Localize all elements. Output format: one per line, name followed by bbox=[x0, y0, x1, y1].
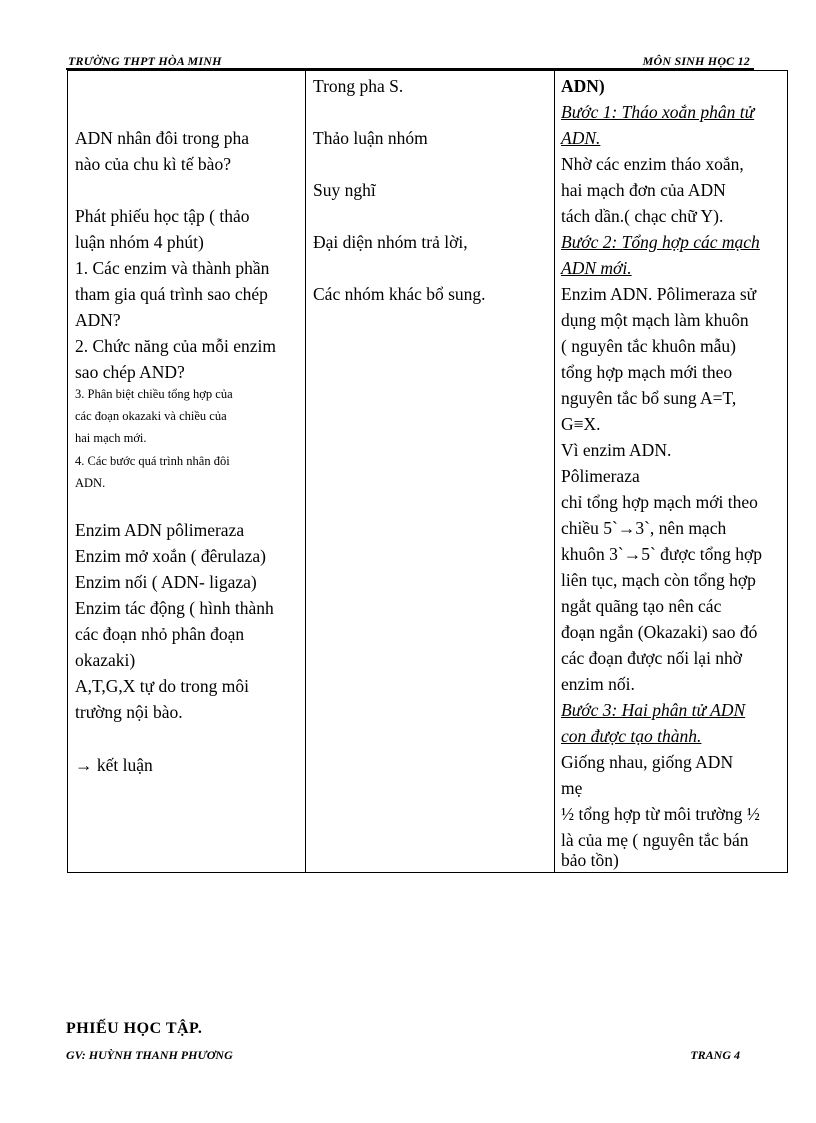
text-line-small: hai mạch mới. bbox=[75, 431, 147, 445]
text-line: ( nguyên tắc khuôn mẫu) bbox=[561, 336, 736, 356]
text-line: Suy nghĩ bbox=[313, 180, 376, 200]
text-line-small: 3. Phân biệt chiều tổng hợp của bbox=[75, 387, 233, 401]
text-line: Enzim ADN. Pôlimeraza sử bbox=[561, 284, 757, 304]
text-line: nào của chu kì tế bào? bbox=[75, 154, 231, 174]
text-line: 2. Chức năng của mỗi enzim bbox=[75, 336, 276, 356]
teacher-activity-column bbox=[68, 71, 306, 872]
text-line: Các nhóm khác bổ sung. bbox=[313, 284, 486, 304]
text-line: 1. Các enzim và thành phần bbox=[75, 258, 270, 278]
text-line: Nhờ các enzim tháo xoắn, bbox=[561, 154, 744, 174]
text-line: đoạn ngắn (Okazaki) sao đó bbox=[561, 622, 758, 642]
text-line: các đoạn được nối lại nhờ bbox=[561, 648, 743, 668]
footer-teacher: GV: HUỲNH THANH PHƯƠNG bbox=[66, 1048, 233, 1062]
conclusion-text: → kết luận bbox=[75, 755, 153, 775]
text-line: enzim nối. bbox=[561, 674, 635, 694]
text-line: Đại diện nhóm trả lời, bbox=[313, 232, 468, 252]
text-line: Vì enzim ADN. bbox=[561, 440, 672, 460]
text-line: tham gia quá trình sao chép bbox=[75, 284, 268, 304]
text-line: G≡X. bbox=[561, 414, 601, 434]
text-line: hai mạch đơn của ADN bbox=[561, 180, 726, 200]
text-line: Phát phiếu học tập ( thảo bbox=[75, 206, 250, 226]
text-line: ADN) bbox=[561, 76, 605, 96]
text-line: sao chép AND? bbox=[75, 362, 185, 382]
text-line: Enzim tác động ( hình thành bbox=[75, 598, 274, 618]
step-heading: ADN. bbox=[561, 128, 601, 148]
text-line: dụng một mạch làm khuôn bbox=[561, 310, 749, 330]
text-line-small: các đoạn okazaki và chiều của bbox=[75, 409, 227, 423]
text-line: nguyên tắc bổ sung A=T, bbox=[561, 388, 737, 408]
step-heading: Bước 3: Hai phân tử ADN bbox=[561, 700, 746, 720]
text-line: chiều 5`→3`, nên mạch bbox=[561, 518, 727, 538]
step-heading: Bước 1: Tháo xoắn phân tử bbox=[561, 102, 755, 122]
text-line: Trong pha S. bbox=[313, 76, 404, 96]
worksheet-title: PHIẾU HỌC TẬP. bbox=[66, 1020, 203, 1037]
step-heading: con được tạo thành. bbox=[561, 726, 702, 746]
text-line: ADN nhân đôi trong pha bbox=[75, 128, 250, 148]
text-line: okazaki) bbox=[75, 650, 136, 670]
text-line: Enzim mở xoắn ( đêrulaza) bbox=[75, 546, 266, 566]
text-line: tổng hợp mạch mới theo bbox=[561, 362, 733, 382]
text-line: liên tục, mạch còn tổng hợp bbox=[561, 570, 756, 590]
text-line: ngắt quãng tạo nên các bbox=[561, 596, 722, 616]
text-line: Enzim nối ( ADN- ligaza) bbox=[75, 572, 257, 592]
footer-page-number: TRANG 4 bbox=[690, 1048, 740, 1062]
text-line: bảo tồn) bbox=[561, 850, 619, 870]
text-line: ½ tổng hợp từ môi trường ½ bbox=[561, 804, 760, 824]
text-line-small: ADN. bbox=[75, 476, 106, 490]
text-line-small: 4. Các bước quá trình nhân đôi bbox=[75, 454, 230, 468]
text-line: các đoạn nhỏ phân đoạn bbox=[75, 624, 245, 644]
text-line: Enzim ADN pôlimeraza bbox=[75, 520, 245, 540]
text-line: Thảo luận nhóm bbox=[313, 128, 428, 148]
text-line: là của mẹ ( nguyên tắc bán bbox=[561, 830, 749, 850]
text-line: mẹ bbox=[561, 778, 583, 798]
text-line: trường nội bào. bbox=[75, 702, 183, 722]
step-heading: ADN mới. bbox=[561, 258, 632, 278]
text-line: ADN? bbox=[75, 310, 121, 330]
text-line: khuôn 3`→5` được tổng hợp bbox=[561, 544, 763, 564]
text-line: A,T,G,X tự do trong môi bbox=[75, 676, 249, 696]
text-line: tách dần.( chạc chữ Y). bbox=[561, 206, 724, 226]
step-heading: Bước 2: Tổng hợp các mạch bbox=[561, 232, 760, 252]
student-activity-column bbox=[306, 71, 555, 872]
lesson-table bbox=[67, 70, 788, 873]
content-column bbox=[555, 71, 788, 872]
text-line: Giống nhau, giống ADN bbox=[561, 752, 734, 772]
text-line: luận nhóm 4 phút) bbox=[75, 232, 204, 252]
header-subject: MÔN SINH HỌC 12 bbox=[642, 54, 750, 68]
text-line: Pôlimeraza bbox=[561, 466, 640, 486]
text-line: chỉ tổng hợp mạch mới theo bbox=[561, 492, 758, 512]
header-school: TRƯỜNG THPT HÒA MINH bbox=[68, 54, 222, 68]
